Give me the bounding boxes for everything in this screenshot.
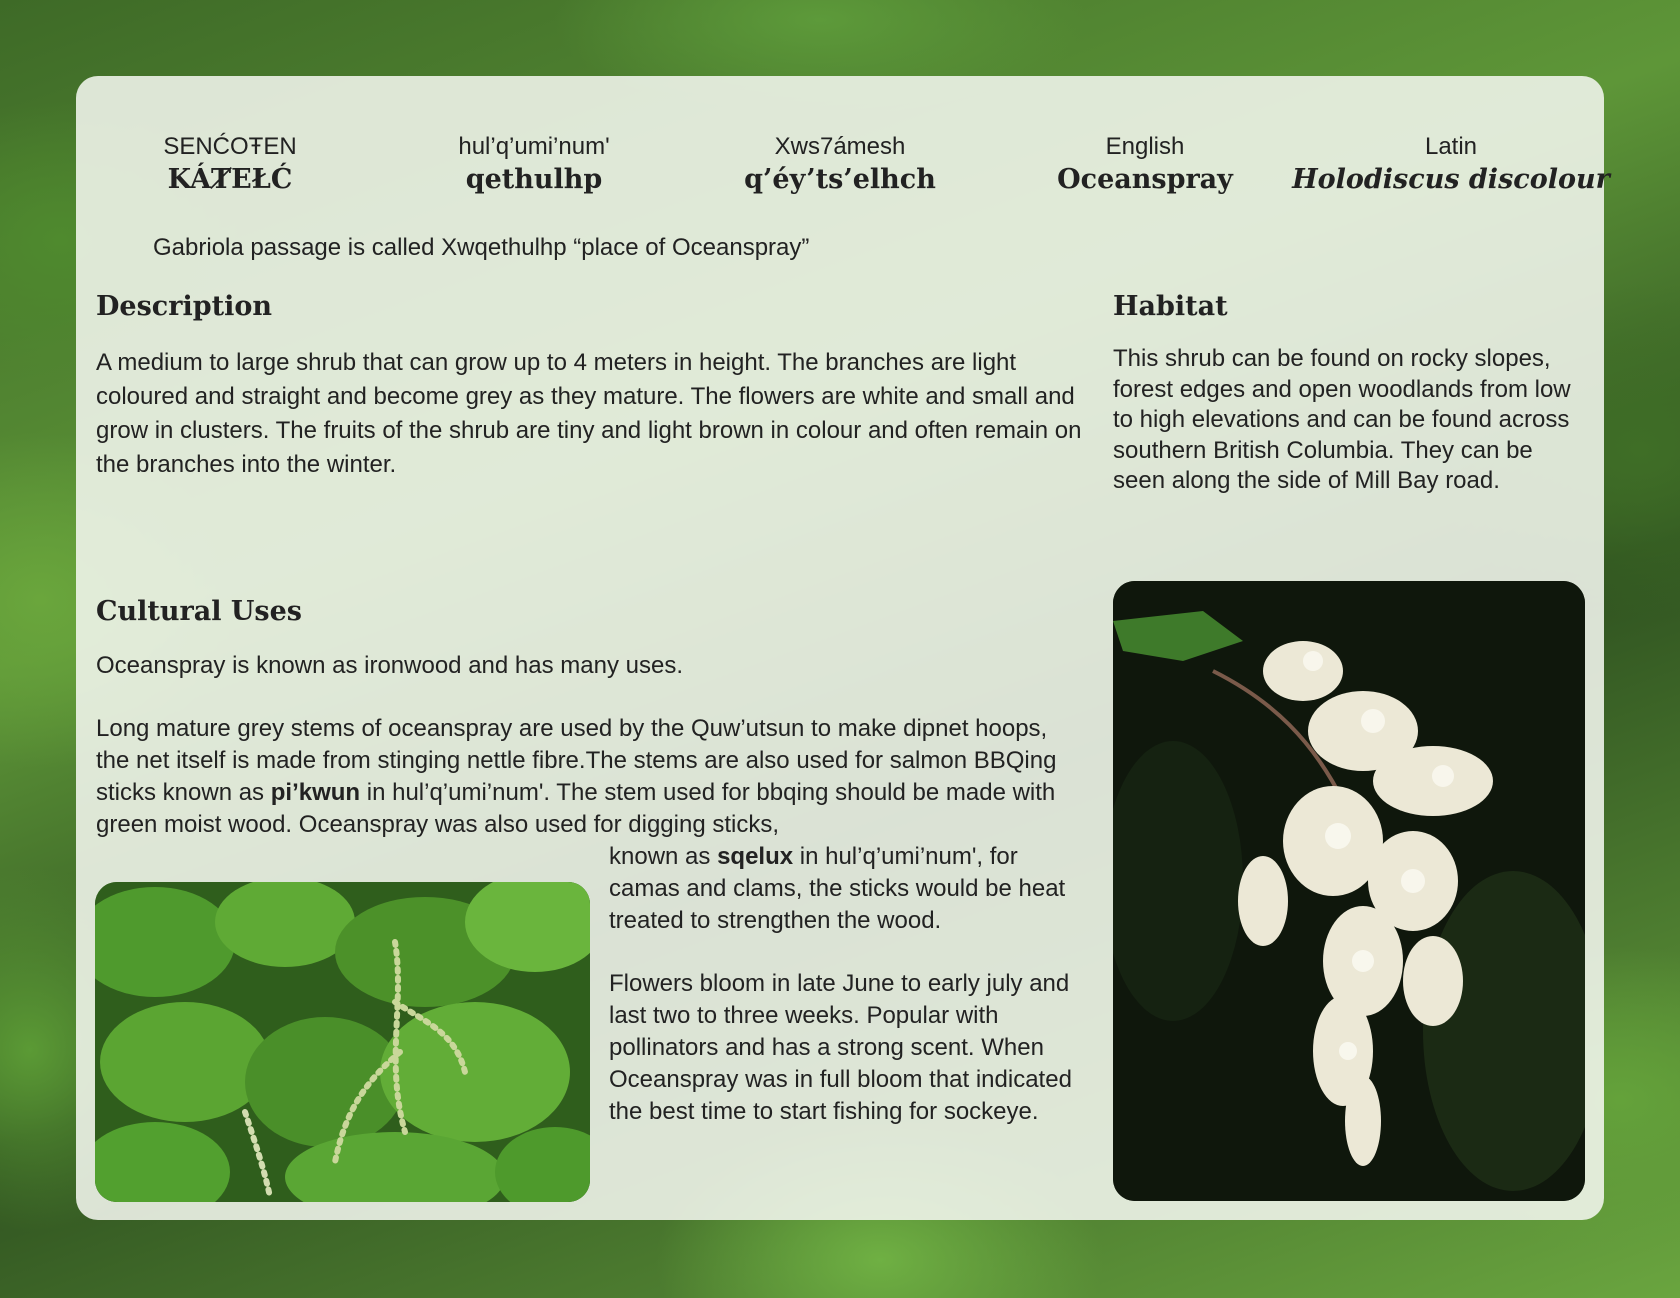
plant-name: Holodiscus discolour bbox=[1292, 164, 1610, 195]
name-senchoten bbox=[70, 132, 390, 198]
name-xwsamesh bbox=[680, 132, 1000, 198]
plant-name: q’éy’ts’elhch bbox=[744, 164, 936, 195]
cultural-uses-heading: Cultural Uses bbox=[96, 596, 302, 627]
bold-term: sqelux bbox=[717, 843, 794, 870]
habitat-paragraph: This shrub can be found on rocky slopes, forest edges and open woodlands from low to high elevations and can be found across southern British Columbia. They can be seen along the side of Mill Bay road. bbox=[1113, 345, 1571, 494]
text-span: Long mature grey stems of oceanspray are used by the Quw’utsun to make dipnet hoops, the net itself is made from stinging nettle fibre.The stems are also used for salmon BBQing sticks known as bbox=[96, 715, 1057, 806]
cultural-uses-para3 bbox=[609, 968, 1079, 1128]
oceanspray-leaves-photo bbox=[95, 882, 590, 1202]
plant-name: KÁȾEŁĆ bbox=[167, 164, 293, 195]
cultural-uses-paragraph: Flowers bloom in late June to early july and last two to three weeks. Popular with pollinators and has a strong scent. When Oceanspray was in full bloom that indicated the best time to start fishing for sockeye. bbox=[609, 970, 1072, 1125]
place-name-note: Gabriola passage is called Xwqethulhp “place of Oceanspray” bbox=[153, 234, 810, 261]
text-span: known as bbox=[609, 843, 718, 870]
oceanspray-flower-photo bbox=[1113, 581, 1585, 1201]
habitat-text bbox=[1113, 344, 1588, 497]
cultural-uses-paragraph bbox=[96, 713, 1081, 841]
language-label: Xws7ámesh bbox=[774, 133, 906, 160]
cultural-uses-para2-cont bbox=[609, 841, 1079, 937]
name-latin bbox=[1291, 132, 1611, 198]
name-english bbox=[985, 132, 1305, 198]
language-label: English bbox=[1105, 133, 1185, 160]
description-heading: Description bbox=[96, 291, 272, 322]
language-label: Latin bbox=[1424, 133, 1478, 160]
flower-illustration bbox=[1113, 581, 1585, 1201]
text-span: in hul’q’umi’num', for camas and clams, the sticks would be heat treated to strengthen the wood. bbox=[609, 843, 1066, 934]
bold-term: pi’kwun bbox=[270, 779, 361, 806]
text-span: in hul’q’umi’num'. The stem used for bbqing should be made with green moist wood. Oceanspray was also used for digging sticks, bbox=[96, 779, 1056, 838]
description-paragraph: A medium to large shrub that can grow up to 4 meters in height. The branches are light coloured and straight and become grey as they mature. The flowers are white and small and grow in clusters. The fruits of the shrub are tiny and light brown in colour and often remain on the branches into the winter. bbox=[96, 349, 1082, 478]
cultural-uses-para2 bbox=[96, 713, 1081, 841]
cultural-uses-intro-paragraph: Oceanspray is known as ironwood and has many uses. bbox=[96, 652, 683, 679]
plant-name: Oceanspray bbox=[1057, 164, 1233, 195]
cultural-uses-paragraph bbox=[609, 841, 1079, 937]
cultural-uses-intro bbox=[96, 650, 1086, 682]
plant-name: qethulhp bbox=[465, 164, 603, 195]
language-label: SENĆOŦEN bbox=[163, 133, 297, 160]
leaves-illustration bbox=[95, 882, 590, 1202]
habitat-heading: Habitat bbox=[1113, 291, 1228, 322]
language-label: hul’q’umi’num' bbox=[458, 133, 610, 160]
description-text bbox=[96, 346, 1086, 482]
name-hulquminum bbox=[374, 132, 694, 198]
